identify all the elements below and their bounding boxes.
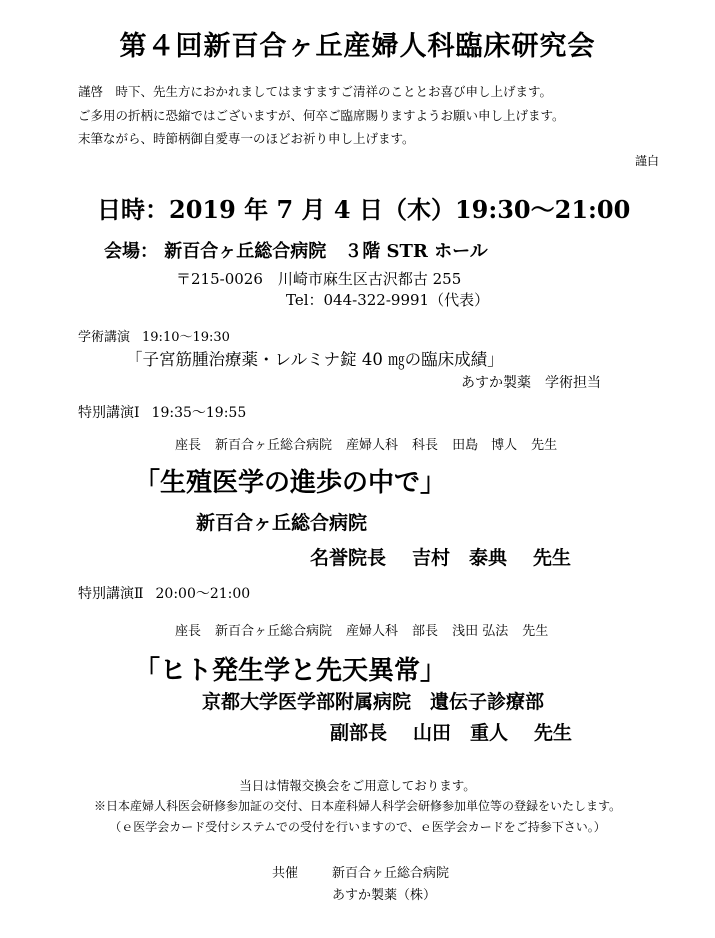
intro-line-3: 末筆ながら、時節柄御自愛専一のほどお祈り申し上げます。 <box>78 131 415 146</box>
event-venue: 会場： 新百合ヶ丘総合病院 ３階 STR ホール <box>104 241 488 262</box>
speaker-name: 山田 重人 <box>413 722 509 744</box>
speaker-title: 副部長 <box>330 722 388 744</box>
special2-affiliation: 京都大学医学部附属病院 遺伝子診療部 <box>202 691 545 713</box>
cohost-company: あすか製薬（株） <box>332 888 437 903</box>
chair-hospital: 新百合ヶ丘総合病院 <box>215 624 333 639</box>
special1-title: 「生殖医学の進歩の中で」 <box>134 468 447 498</box>
academic-presenter: あすか製薬 学術担当 <box>461 375 601 391</box>
note-reception: 当日は情報交換会をご用意しております。 <box>239 778 476 793</box>
note-credits: ※日本産婦人科医会研修参加証の交付、日本産科婦人科学会研修参加単位等の登録をいたします。 <box>93 799 622 813</box>
chair-name: 田島 博人 <box>452 438 518 453</box>
cohost-label: 共催 <box>272 866 299 881</box>
event-address: 〒215-0026 川崎市麻生区古沢都古 255 <box>176 270 462 288</box>
chair-hospital: 新百合ヶ丘総合病院 <box>215 438 333 453</box>
special2-title: 「ヒト発生学と先天異常」 <box>134 656 447 686</box>
chair-position: 部長 <box>412 624 439 639</box>
intro-line-1: 謹啓 時下、先生方におかれましてはますますご清祥のこととお喜び申し上げます。 <box>78 84 553 99</box>
special2-heading <box>78 583 250 603</box>
chair-dept: 産婦人科 <box>346 624 399 639</box>
speaker-title: 名誉院長 <box>310 547 387 569</box>
chair-role: 座長 <box>175 624 202 639</box>
academic-label: 学術講演 <box>78 330 131 345</box>
chair-role: 座長 <box>175 438 202 453</box>
special1-heading <box>78 402 246 422</box>
special2-chair <box>175 620 548 639</box>
special2-time: 20:00～21:00 <box>155 586 251 602</box>
page-title: 第４回新百合ヶ丘産婦人科臨床研究会 <box>119 31 596 62</box>
chair-dept: 産婦人科 <box>346 438 399 453</box>
special1-time: 19:35～19:55 <box>151 405 247 421</box>
event-datetime: 日時：2019 年 7 月 4 日（木）19:30～21:00 <box>97 195 631 224</box>
chair-honorific: 先生 <box>531 438 558 453</box>
cohost-hospital: 新百合ヶ丘総合病院 <box>332 866 450 881</box>
academic-title: 「子宮筋腫治療薬・レルミナ錠 40 ㎎の臨床成績」 <box>126 350 504 369</box>
chair-position: 科長 <box>412 438 439 453</box>
special2-label: 特別講演Ⅱ <box>78 586 144 602</box>
intro-line-2: ご多用の折柄に恐縮ではございますが、何卒ご臨席賜りますようお願い申し上げます。 <box>78 108 565 123</box>
academic-lecture-heading <box>78 326 230 345</box>
note-card: （ｅ医学会カード受付システムでの受付を行いますので、ｅ医学会カードをご持参下さい。） <box>109 820 606 834</box>
chair-name: 浅田 弘法 <box>452 624 509 639</box>
speaker-name: 吉村 泰典 <box>412 547 508 569</box>
special1-affiliation: 新百合ヶ丘総合病院 <box>196 512 368 534</box>
special2-speaker <box>330 718 572 745</box>
academic-time: 19:10～19:30 <box>142 330 230 345</box>
event-tel: Tel：044-322-9991（代表） <box>286 291 490 309</box>
intro-closing: 謹白 <box>634 154 659 168</box>
special1-chair <box>175 434 557 453</box>
chair-honorific: 先生 <box>522 624 549 639</box>
special1-speaker <box>310 543 571 570</box>
cohost <box>272 862 450 903</box>
speaker-honorific: 先生 <box>534 722 573 744</box>
speaker-honorific: 先生 <box>533 547 572 569</box>
special1-label: 特別講演Ⅰ <box>78 405 140 421</box>
